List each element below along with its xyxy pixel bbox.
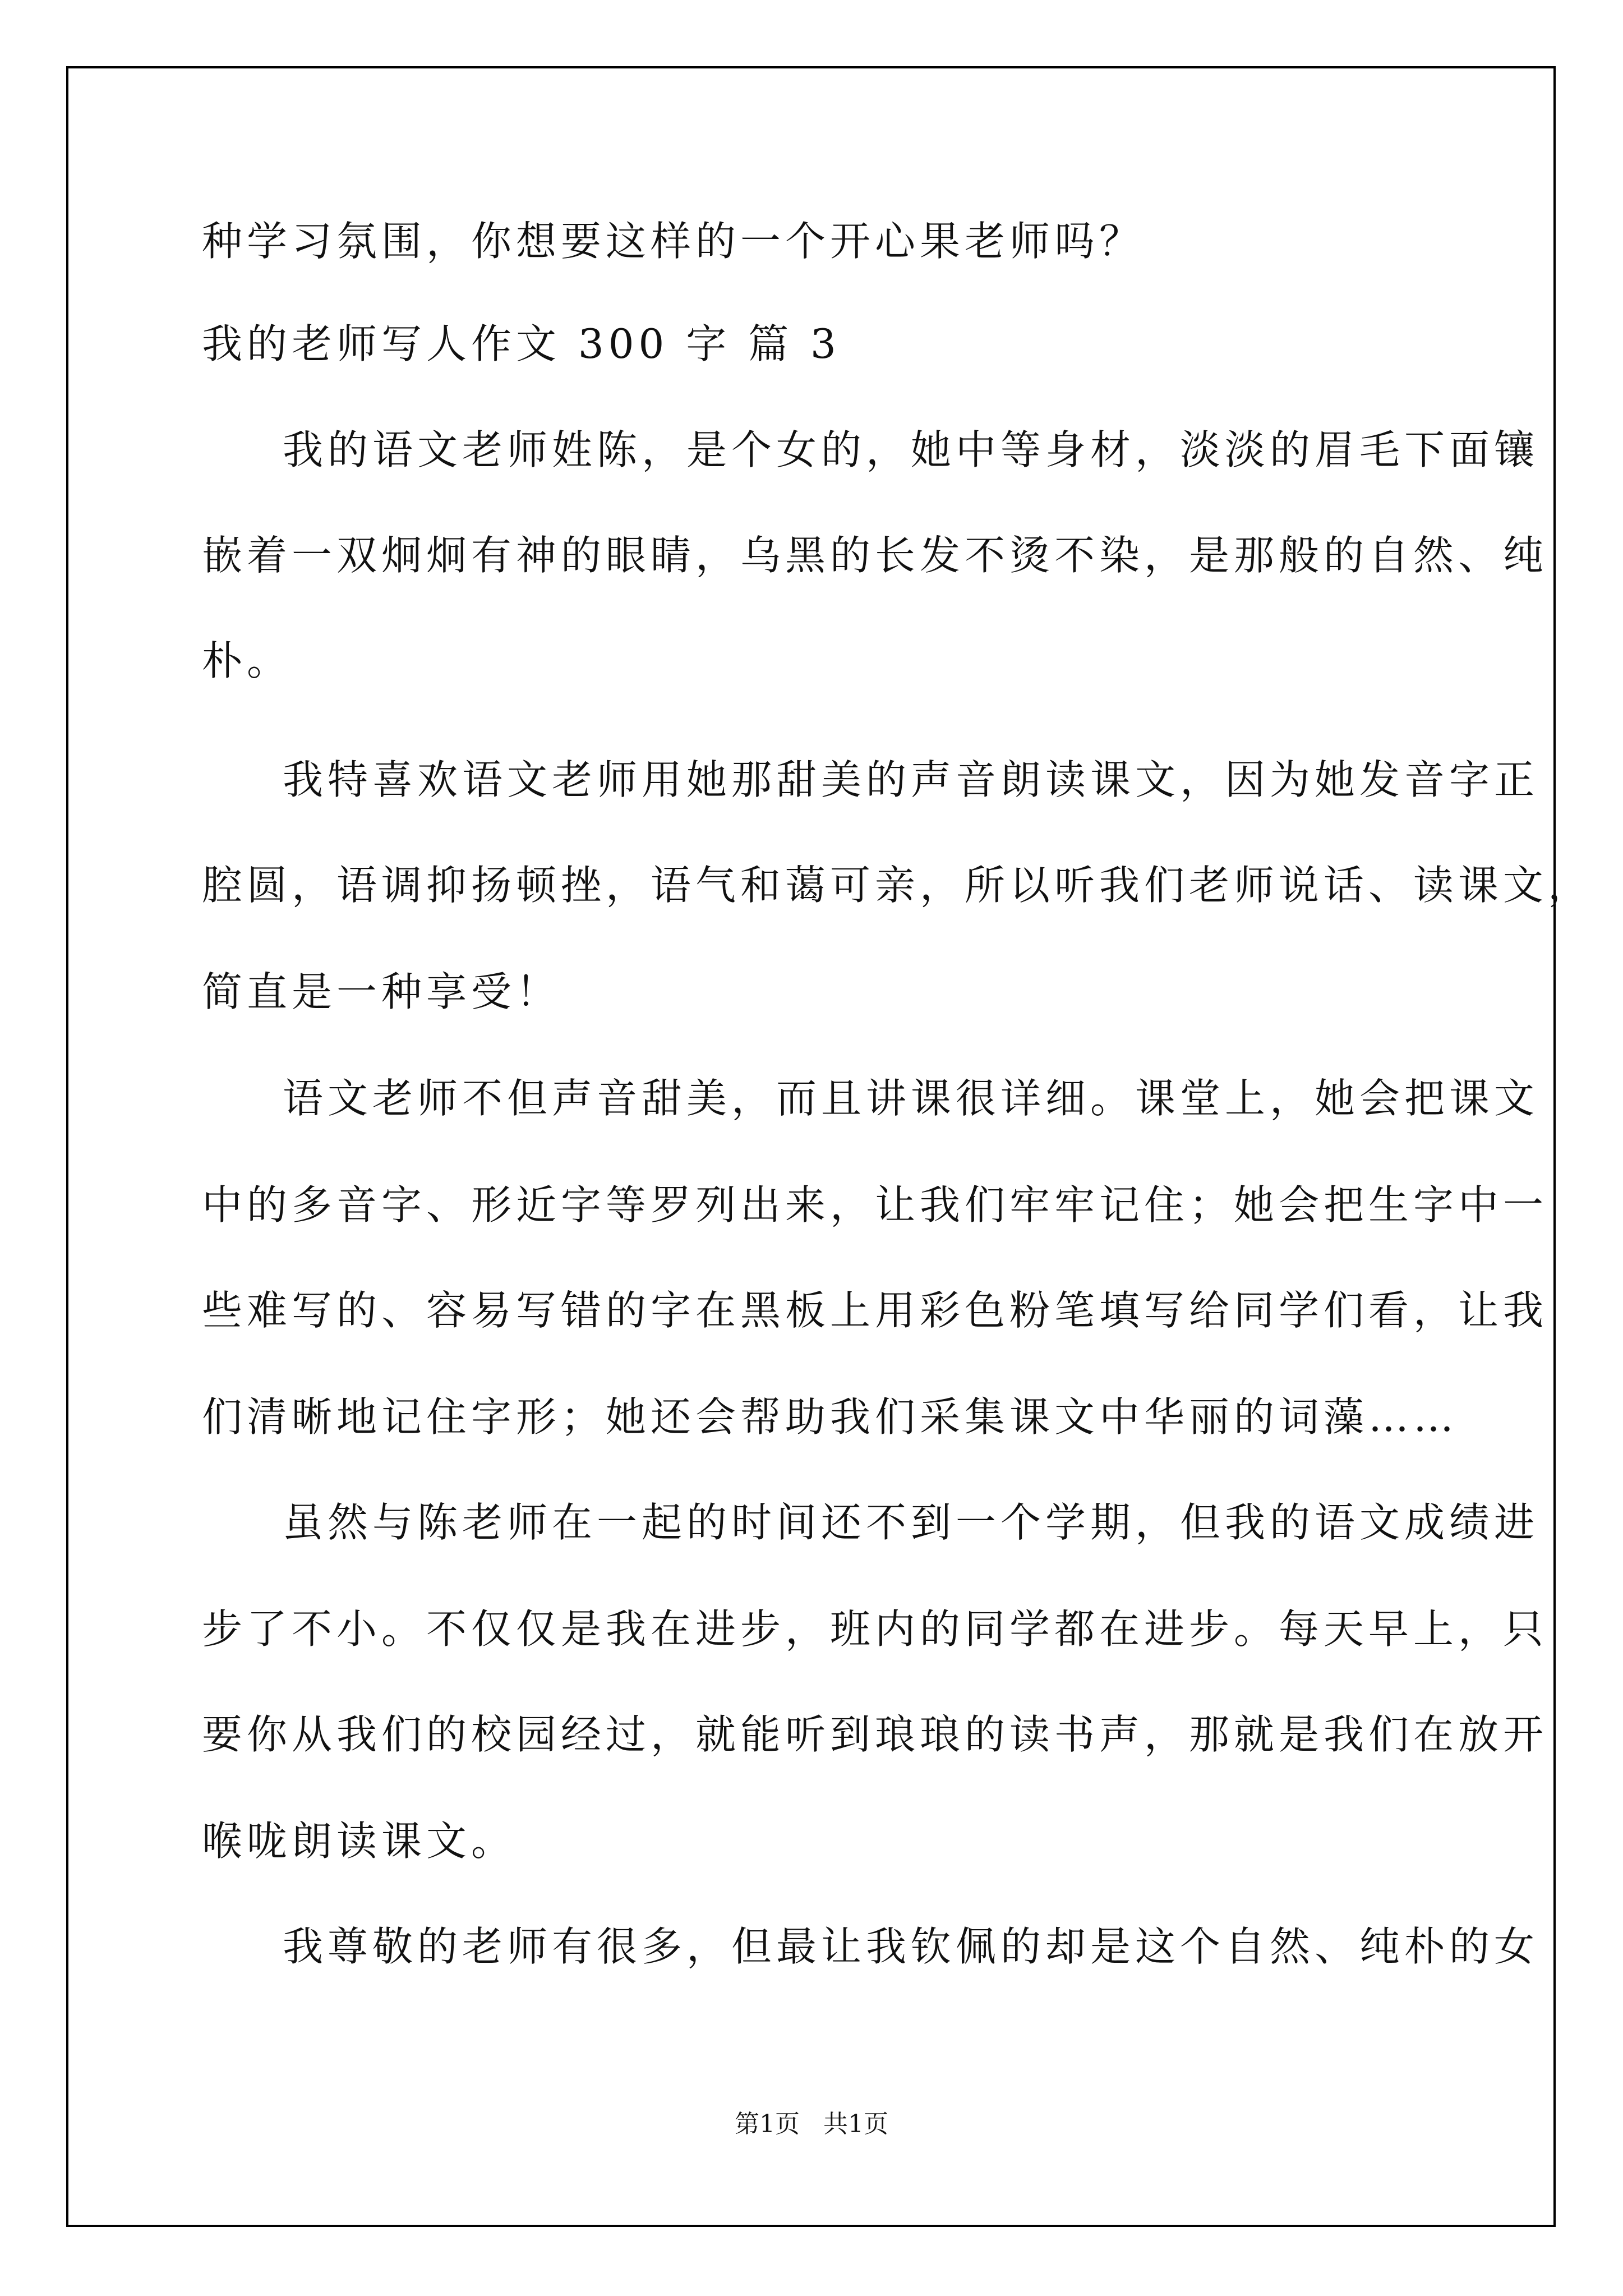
- text-line: 嵌着一双炯炯有神的眼睛，乌黑的长发不烫不染，是那般的自然、纯: [202, 532, 1548, 579]
- page-border: [66, 66, 1556, 2227]
- text-line: 步了不小。不仅仅是我在进步，班内的同学都在进步。每天早上，只: [202, 1605, 1548, 1653]
- text-line: 喉咙朗读课文。: [202, 1818, 517, 1865]
- section-heading: 我的老师写人作文 300 字 篇 3: [202, 320, 841, 367]
- text-line: 我的语文老师姓陈，是个女的，她中等身材，淡淡的眉毛下面镶: [283, 426, 1539, 473]
- text-line: 我特喜欢语文老师用她那甜美的声音朗读课文，因为她发音字正: [283, 756, 1539, 803]
- text-line: 我尊敬的老师有很多，但最让我钦佩的却是这个自然、纯朴的女: [283, 1923, 1539, 1970]
- text-line: 简直是一种享受！: [202, 968, 561, 1015]
- text-line: 种学习氛围，你想要这样的一个开心果老师吗？: [202, 218, 1145, 265]
- text-line: 们清晰地记住字形；她还会帮助我们采集课文中华丽的词藻……: [202, 1393, 1459, 1441]
- text-line: 腔圆，语调抑扬顿挫，语气和蔼可亲，所以听我们老师说话、读课文，: [202, 862, 1593, 909]
- text-line: 要你从我们的校园经过，就能听到琅琅的读书声，那就是我们在放开: [202, 1711, 1548, 1758]
- page-footer: 第1页 共1页: [735, 2110, 888, 2138]
- text-line: 些难写的、容易写错的字在黑板上用彩色粉笔填写给同学们看，让我: [202, 1287, 1548, 1334]
- text-line: 虽然与陈老师在一起的时间还不到一个学期，但我的语文成绩进: [283, 1499, 1539, 1546]
- text-line: 朴。: [202, 637, 292, 684]
- text-line: 语文老师不但声音甜美，而且讲课很详细。课堂上，她会把课文: [283, 1075, 1539, 1122]
- text-line: 中的多音字、形近字等罗列出来，让我们牢牢记住；她会把生字中一: [202, 1181, 1548, 1228]
